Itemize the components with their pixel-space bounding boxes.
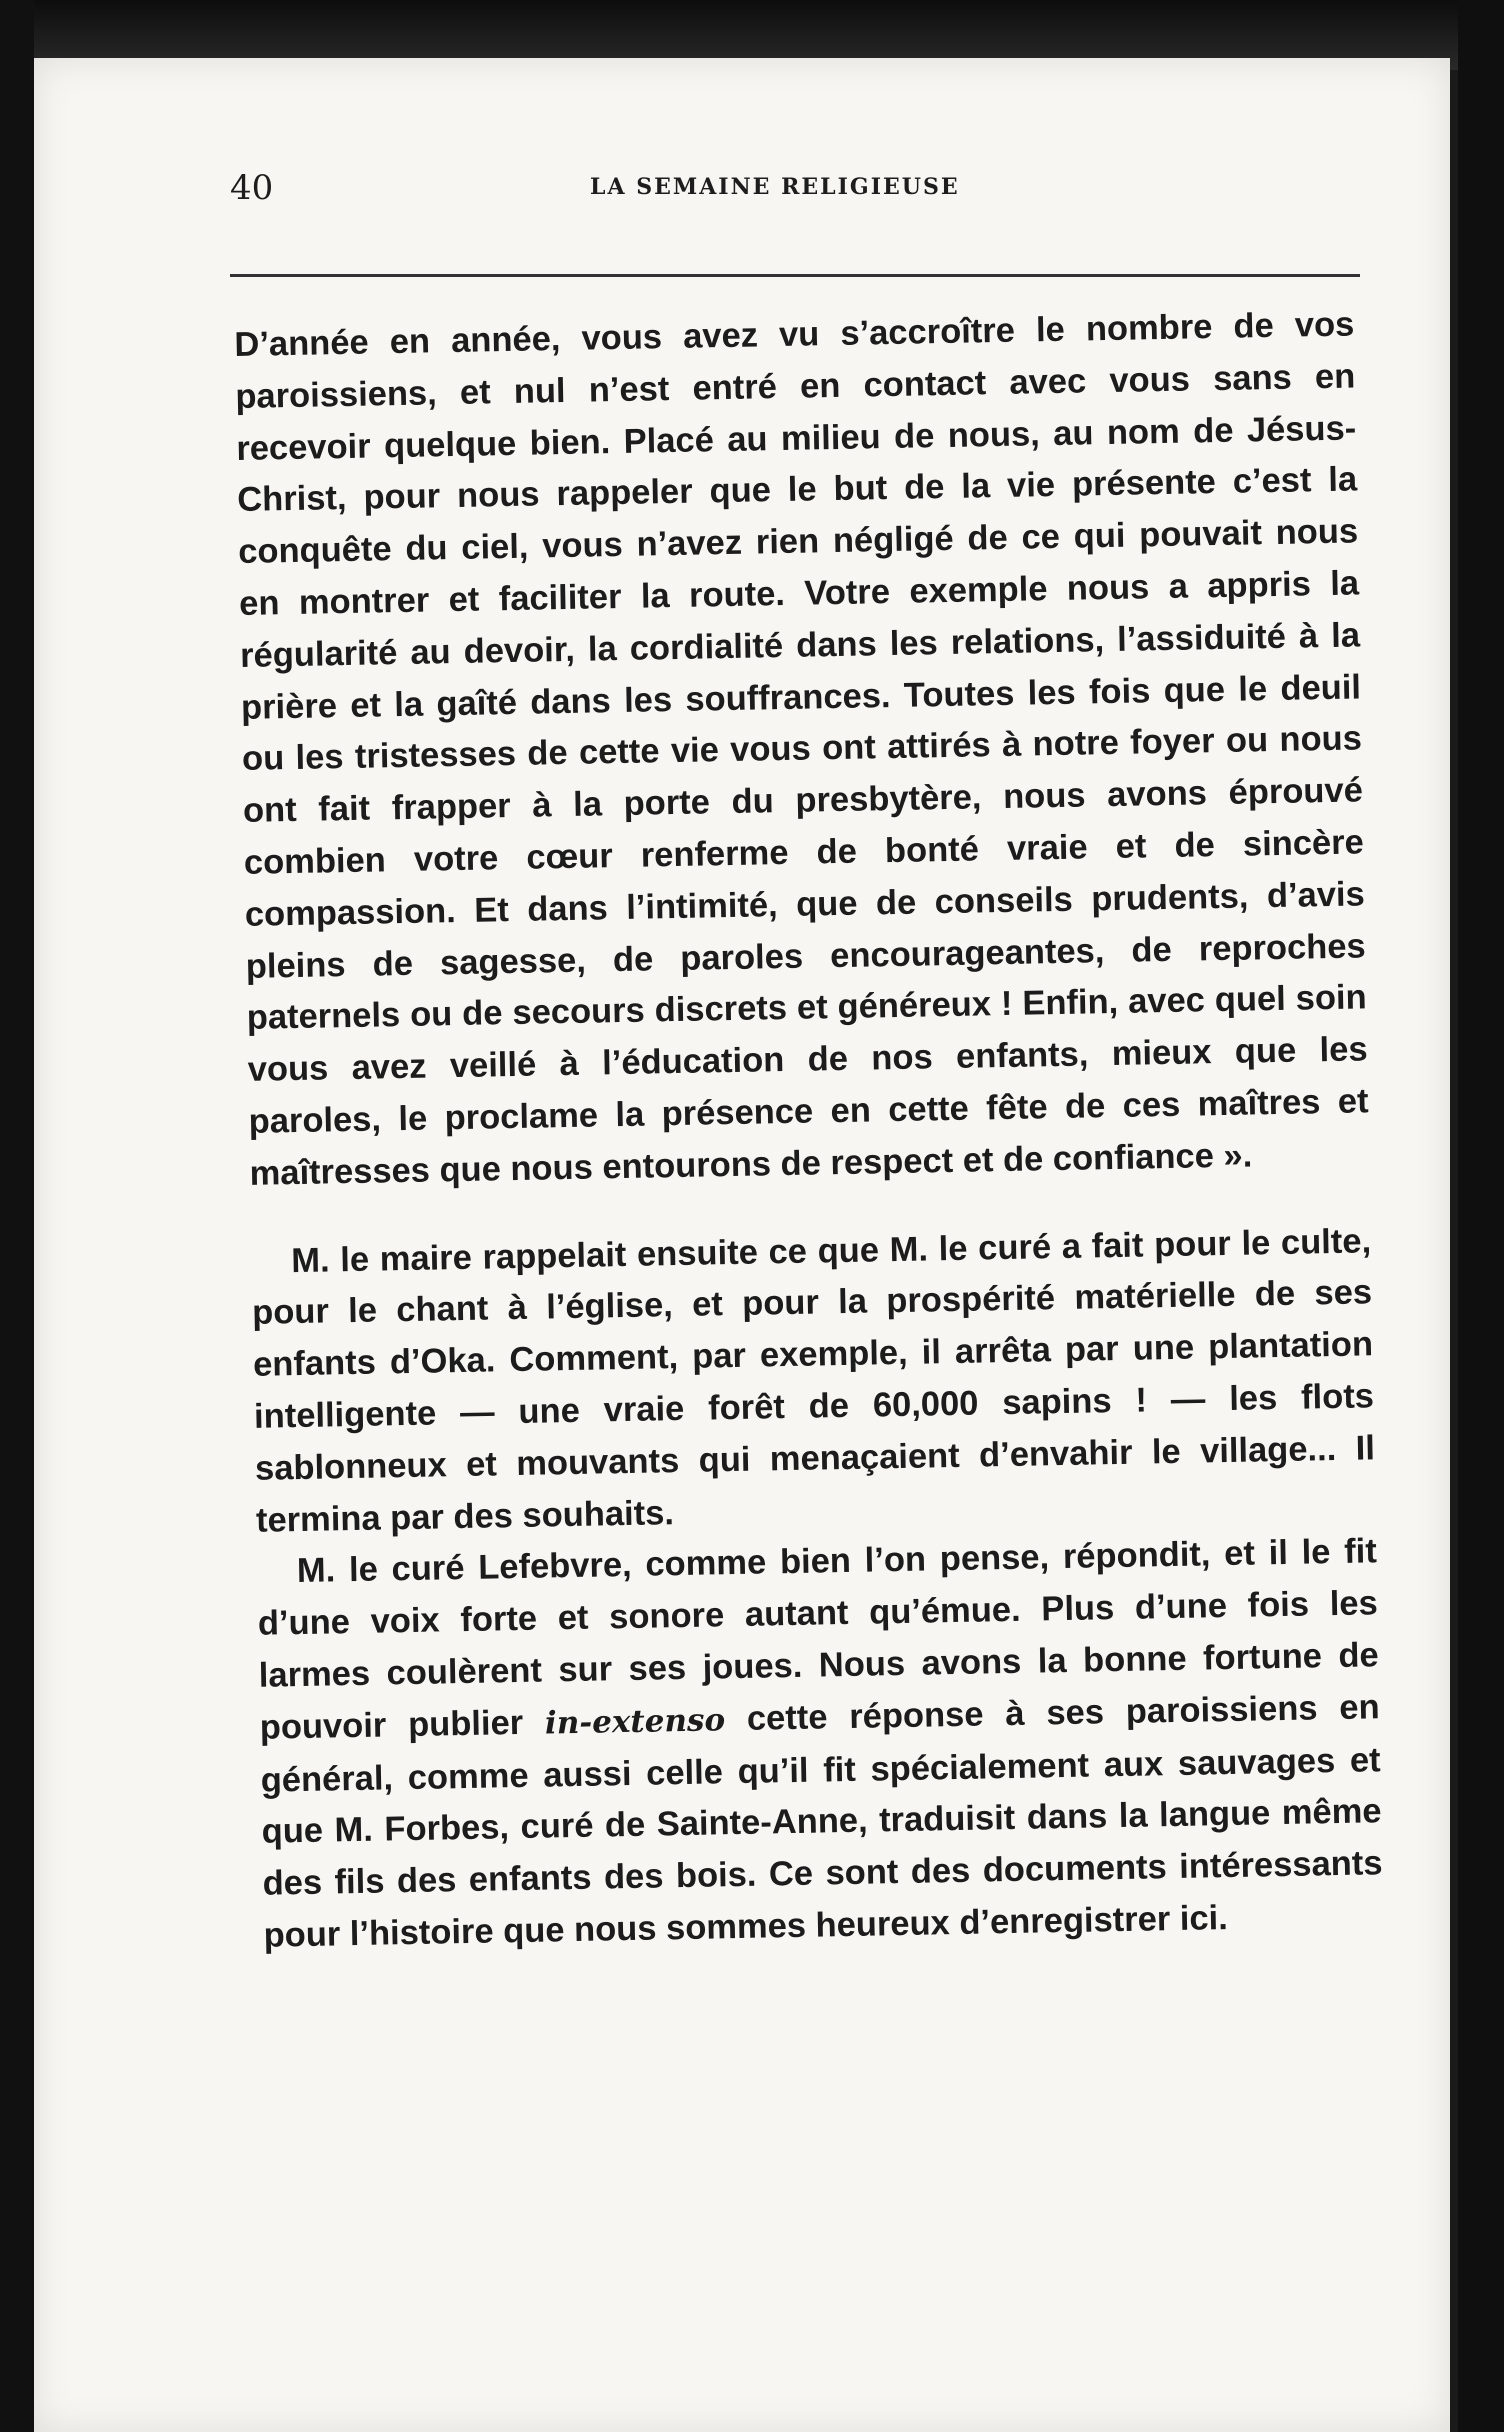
body-text <box>234 299 1384 1962</box>
running-header <box>230 162 1360 222</box>
page-number: 40 <box>230 168 274 208</box>
paragraph: D’année en année, vous avez vu s’accroître le nombre de vos paroissiens, et nul n’est entré en contact avec vous sans en recevoir quelque bien. Placé au milieu de nous, au nom de Jésus-Christ, pour nous rappeler que le but de la vie présente c’est la conquête du ciel, vous n’avez rien négligé de ce qui pouvait nous en montrer et faciliter la route. Votre exemple nous a appris la régularité au devoir, la cordialité dans les relations, l’assiduité à la prière et la gaîté dans les souffrances. Toutes les fois que le deuil ou les tristesses de cette vie vous ont attirés à notre foyer ou nous ont fait frapper à la porte du presbytère, nous avons éprouvé combien votre cœur renferme de bonté vraie et de sincère compassion. Et dans l’intimité, que de conseils prudents, d’avis pleins de sagesse, de paroles encourageantes, de reproches paternels ou de secours discrets et généreux ! Enfin, avec quel soin vous avez veillé à l’éducation de nos enfants, mieux que les paroles, le proclame la présence en cette fête de ces maîtres et maîtresses que nous entourons de respect et de confiance ». <box>234 305 1369 1193</box>
journal-title: LA SEMAINE RELIGIEUSE <box>590 174 960 200</box>
scan-border-right <box>1458 0 1504 2432</box>
book-page <box>34 58 1450 2432</box>
paragraph: M. le maire rappelait ensuite ce que M. le curé a fait pour le culte, pour le chant à l’église, et pour la prospérité matérielle de ses enfants d’Oka. Comment, par exemple, il arrêta par une plantation intelligente — une vraie forêt de 60,000 sapins ! — les flots sablonneux et mouvants qui menaçaient d’envahir le village... Il termina par des souhaits. <box>251 1221 1376 1540</box>
header-rule <box>230 274 1360 277</box>
paragraph-text: cette réponse à ses paroissiens en général, comme aussi celle qu’il fit spécialement aux sauvages et que M. Forbes, curé de Sainte-Anne, traduisit dans la langue même des fils des enfants des bois. Ce sont des documents intéressants pour l’histoire que nous sommes heureux d’enregistrer ici. <box>260 1687 1383 1955</box>
paragraph-text: M. le curé Lefebvre, comme bien l’on pense, répondit, et il le fit d’une voix forte et sonore autant qu’émue. Plus d’une fois les larmes coulèrent sur ses joues. Nous avons la bonne fortune de pouvoir publier <box>257 1532 1380 1747</box>
italic-term: in-extenso <box>544 1701 726 1742</box>
scan-border-left <box>0 0 34 2432</box>
paragraph <box>256 1527 1383 1963</box>
